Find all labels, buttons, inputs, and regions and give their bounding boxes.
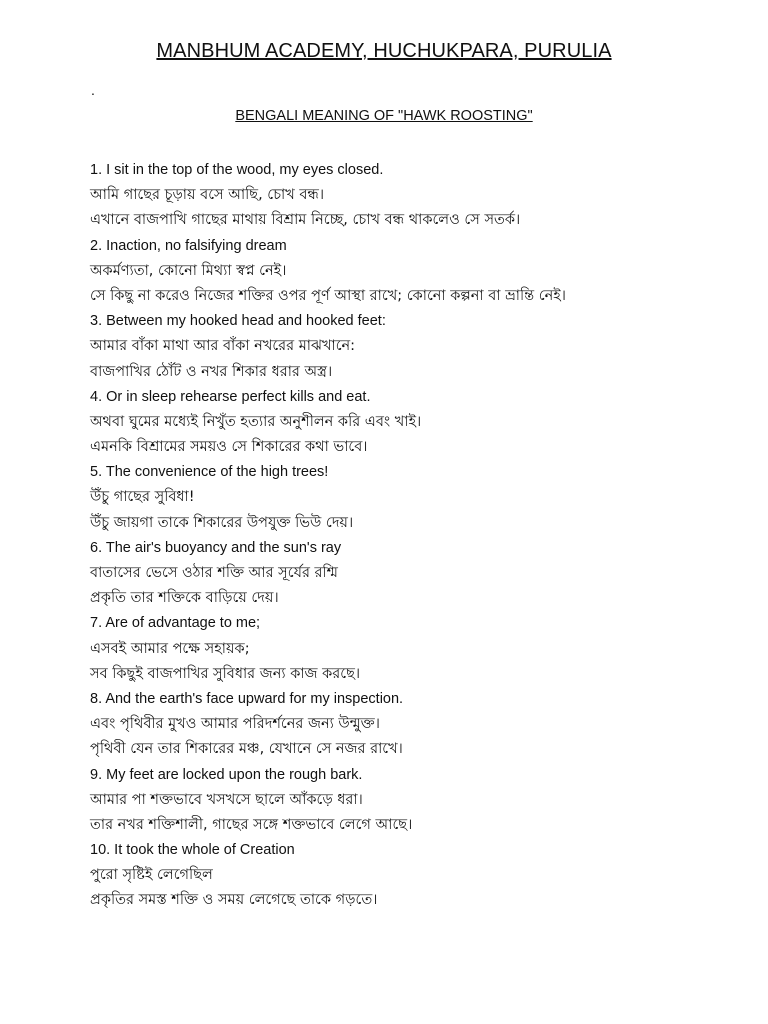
bengali-line: এবং পৃথিবীর মুখও আমার পরিদর্শনের জন্য উন্মুক্ত। [90, 716, 380, 733]
page-subtitle: BENGALI MEANING OF "HAWK ROOSTING" [235, 108, 533, 124]
bengali-line: আমি গাছের চূড়ায় বসে আছি, চোখ বন্ধ। [90, 187, 325, 204]
bengali-line: এখানে বাজপাখি গাছের মাথায় বিশ্রাম নিচ্ছে, চোখ বন্ধ থাকলেও সে সতর্ক। [90, 212, 521, 229]
bengali-line: অকর্মণ্যতা, কোনো মিথ্যা স্বপ্ন নেই। [90, 262, 287, 279]
bengali-line: সে কিছু না করেও নিজের শক্তির ওপর পূর্ণ আস্থা রাখে; কোনো কল্পনা বা ভ্রান্তি নেই। [90, 287, 566, 304]
bengali-line: বাজপাখির ঠোঁট ও নখর শিকার ধরার অস্ত্র। [90, 363, 333, 380]
bengali-line: পৃথিবী যেন তার শিকারের মঞ্চ, যেখানে সে নজর রাখে। [90, 741, 403, 758]
bengali-line: উঁচু গাছের সুবিধা! [90, 489, 195, 506]
bengali-line: আমার বাঁকা মাথা আর বাঁকা নখরের মাঝখানে: [90, 338, 356, 355]
page-title: MANBHUM ACADEMY, HUCHUKPARA, PURULIA [156, 40, 612, 62]
english-line: 3. Between my hooked head and hooked feet: [90, 313, 386, 330]
stray-dot: . [91, 82, 95, 98]
english-line: 5. The convenience of the high trees! [90, 464, 329, 481]
english-line: 10. It took the whole of Creation [90, 842, 295, 859]
bengali-line: প্রকৃতি তার শক্তিকে বাড়িয়ে দেয়। [90, 590, 279, 607]
bengali-line: পুরো সৃষ্টিই লেগেছিল [90, 867, 213, 884]
english-line: 4. Or in sleep rehearse perfect kills and eat. [90, 388, 371, 405]
english-line: 8. And the earth's face upward for my inspection. [90, 690, 404, 707]
english-line: 6. The air's buoyancy and the sun's ray [90, 539, 342, 556]
bengali-line: আমার পা শক্তভাবে খসখসে ছালে আঁকড়ে ধরা। [90, 791, 363, 808]
english-line: 9. My feet are locked upon the rough bark. [90, 766, 363, 783]
bengali-line: এসবই আমার পক্ষে সহায়ক; [90, 640, 250, 657]
bengali-line: সব কিছুই বাজপাখির সুবিধার জন্য কাজ করছে। [90, 665, 361, 682]
bengali-line: এমনকি বিশ্রামের সময়ও সে শিকারের কথা ভাবে। [90, 439, 368, 456]
bengali-line: প্রকৃতির সমস্ত শক্তি ও সময় লেগেছে তাকে গড়তে। [90, 892, 378, 909]
bengali-line: উঁচু জায়গা তাকে শিকারের উপযুক্ত ভিউ দেয়। [90, 514, 354, 531]
english-line: 1. I sit in the top of the wood, my eyes closed. [90, 162, 384, 178]
bengali-line: অথবা ঘুমের মধ্যেই নিখুঁত হত্যার অনুশীলন করি এবং খাই। [90, 413, 422, 430]
bengali-line: তার নখর শক্তিশালী, গাছের সঙ্গে শক্তভাবে লেগে আছে। [90, 816, 413, 833]
english-line: 2. Inaction, no falsifying dream [90, 237, 287, 254]
bengali-line: বাতাসের ভেসে ওঠার শক্তি আর সূর্যের রশ্মি [90, 565, 338, 581]
english-line: 7. Are of advantage to me; [90, 615, 261, 632]
text-body [90, 158, 730, 914]
